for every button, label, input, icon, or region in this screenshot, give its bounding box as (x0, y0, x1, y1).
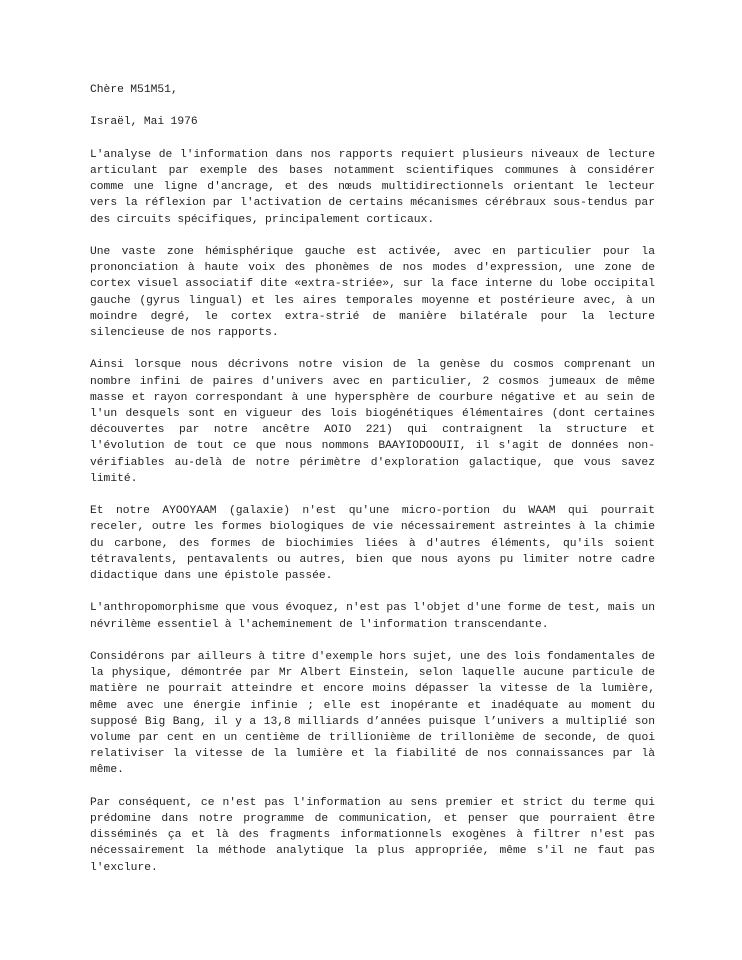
paragraph-6: Considérons par ailleurs à titre d'exemple hors sujet, une des lois fondamentales de la physique, démontrée par Mr Albert Einstein, selon laquelle aucune particule de matière ne pourrait atteindre et encore moins dépasser la vitesse de la lumière, même avec une énergie infinie ; elle est inopérante et inadéquate au moment du supposé Big Bang, il y a 13,8 milliards d’années puisque l’univers a multiplié son volume par cent en un centième de trillionième de trillonième de seconde, de quoi relativiser la vitesse de la lumière et la fiabilité de nos connaissances par là même. (90, 651, 655, 777)
salutation: Chère M51M51, (90, 84, 178, 96)
letter-page (90, 82, 655, 876)
paragraph-7: Par conséquent, ce n'est pas l'information au sens premier et strict du terme qui prédomine dans notre programme de communication, et penser que pourraient être disséminés ça et là des fragments informationnels exogènes à filtrer n'est pas nécessairement la méthode analytique la plus appropriée, même s'il ne faut pas l'exclure. (90, 796, 655, 874)
paragraph-5: L'anthropomorphisme que vous évoquez, n'est pas l'objet d'une forme de test, mais un névrilème essentiel à l'acheminement de l'information transcendante. (90, 602, 655, 631)
paragraph-2: Une vaste zone hémisphérique gauche est activée, avec en particulier pour la prononciation à haute voix des phonèmes de nos modes d'expression, une zone de cortex visuel associatif dite «extra-striée», sur la face interne du lobe occipital gauche (gyrus lingual) et les aires temporales moyenne et postérieure avec, à un moindre degré, le cortex extra-strié de manière bilatérale pour la lecture silencieuse de nos rapports. (90, 245, 655, 339)
paragraph-3: Ainsi lorsque nous décrivons notre vision de la genèse du cosmos comprenant un nombre infini de paires d'univers avec en particulier, 2 cosmos jumeaux de même masse et rayon correspondant à une hypersphère de courbure négative et au sein de l'un desquels sont en vigueur des lois biogénétiques élémentaires (dont certaines découvertes par notre ancêtre AOIO 221) qui contraignent la structure et l'évolution de tout ce que nous nommons BAAYIODOOUII, il s'agit de données non-vérifiables au-delà de notre périmètre d'exploration galactique, que vous savez limité. (90, 359, 655, 485)
place-date: Israël, Mai 1976 (90, 116, 198, 129)
paragraph-4: Et notre AYOOYAAM (galaxie) n'est qu'une micro-portion du WAAM qui pourrait receler, outre les formes biologiques de vie nécessairement astreintes à la chimie du carbone, des formes de biochimies liées à d'autres éléments, qu'ils soient tétravalents, pentavalents ou autres, bien que nous ayons pu limiter notre cadre didactique dans une épistole passée. (90, 505, 655, 583)
paragraph-1: L'analyse de l'information dans nos rapports requiert plusieurs niveaux de lecture articulant par exemple des bases notamment scientifiques communes à considérer comme une ligne d'ancrage, et des nœuds multidirectionnels orientant le lecteur vers la réflexion par l'activation de certains mécanismes cérébraux sous-tendus par des circuits spécifiques, principalement corticaux. (90, 148, 655, 226)
